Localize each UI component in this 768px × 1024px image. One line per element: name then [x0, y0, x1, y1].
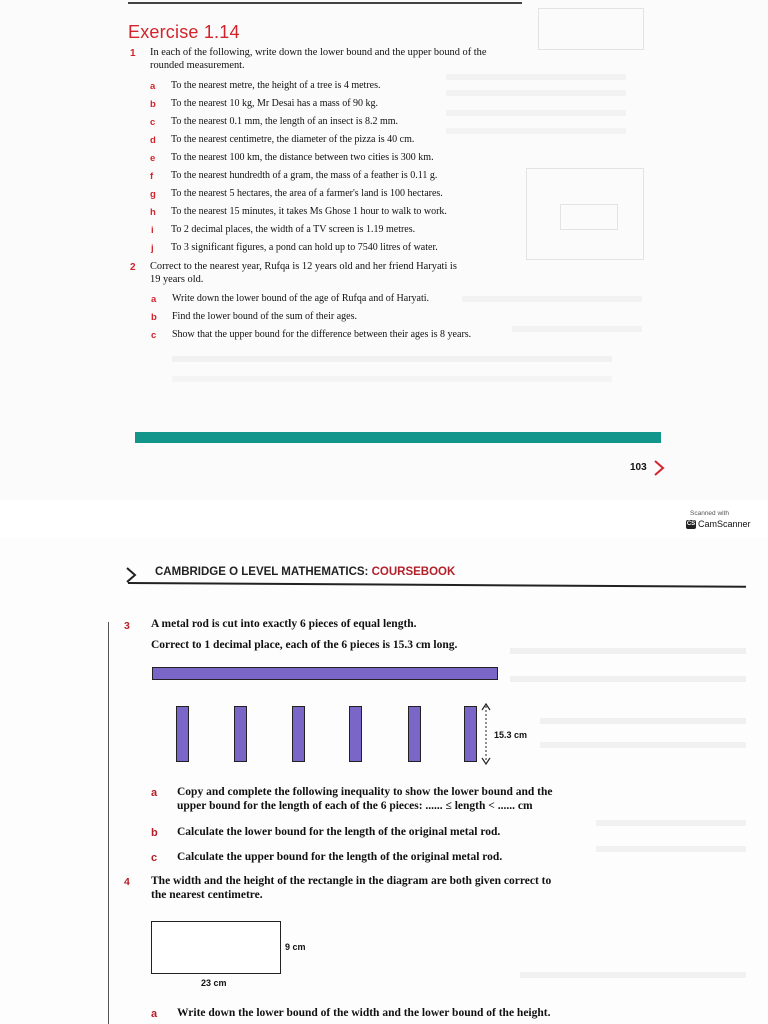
part-text: Show that the upper bound for the difference between their ages is 8 years.: [172, 329, 472, 340]
part-text: To the nearest hundredth of a gram, the mass of a feather is 0.11 g.: [171, 170, 438, 181]
bleed-through-line: [172, 376, 612, 382]
rod-piece: [176, 706, 189, 762]
part-letter: c: [151, 852, 158, 864]
question-number: 1: [130, 48, 136, 59]
question-text: [151, 874, 611, 902]
part-letter: a: [151, 1008, 158, 1020]
question-line: 19 years old.: [150, 273, 204, 285]
question-line: The width and the height of the rectangle in the diagram are both given correct to: [151, 875, 552, 887]
top-page: [0, 0, 768, 500]
bleed-through-line: [596, 846, 746, 852]
part-letter: a: [150, 81, 156, 92]
question-text: [151, 617, 571, 652]
part-text: To the nearest 0.1 mm, the length of an insect is 8.2 mm.: [171, 116, 399, 127]
part-letter: j: [151, 243, 154, 254]
part-text: To the nearest 5 hectares, the area of a farmer's land is 100 hectares.: [171, 188, 443, 199]
bleed-through-line: [172, 356, 612, 362]
part-text: To the nearest centimetre, the diameter of the pizza is 40 cm.: [171, 134, 415, 145]
bleed-through-line: [520, 972, 746, 978]
rod-piece: [464, 706, 477, 762]
bleed-through-line: [510, 676, 746, 682]
bleed-through-line: [540, 742, 746, 748]
rod-piece: [292, 706, 305, 762]
part-letter: i: [151, 225, 154, 236]
book-header-prefix: CAMBRIDGE O LEVEL MATHEMATICS:: [155, 566, 372, 578]
bleed-through-line: [596, 820, 746, 826]
part-letter: a: [151, 787, 158, 799]
watermark-caption: Scanned with: [690, 510, 730, 517]
bleed-through-line: [540, 718, 746, 724]
part-letter: a: [151, 294, 157, 305]
part-letter: c: [151, 330, 157, 341]
part-text: To 3 significant figures, a pond can hold up to 7540 litres of water.: [171, 242, 438, 253]
piece-length-label: 15.3 cm: [494, 730, 528, 740]
question-text: [150, 47, 530, 72]
part-text: [177, 785, 617, 813]
rectangle-diagram: [151, 921, 281, 974]
chevron-right-icon: [652, 459, 666, 477]
bleed-through-box: [560, 204, 618, 230]
part-line: Copy and complete the following inequality to show the lower bound and the: [177, 786, 553, 798]
camscanner-logo-icon: CS: [686, 521, 696, 527]
question-number: 2: [130, 262, 136, 273]
part-letter: b: [151, 827, 158, 839]
book-header-suffix: COURSEBOOK: [371, 566, 456, 578]
watermark-app-name: CamScanner: [698, 519, 751, 529]
question-number: 3: [124, 620, 130, 632]
bleed-through-box: [538, 8, 644, 50]
bleed-through-line: [446, 110, 626, 116]
width-label: 23 cm: [201, 978, 227, 988]
part-letter: h: [150, 207, 156, 218]
bleed-through-line: [446, 74, 626, 80]
part-letter: b: [151, 312, 157, 323]
part-text: Calculate the lower bound for the length of the original metal rod.: [177, 826, 501, 838]
part-text: To the nearest 10 kg, Mr Desai has a mass of 90 kg.: [171, 98, 379, 109]
metal-rod: [152, 667, 498, 680]
part-text: To the nearest metre, the height of a tree is 4 metres.: [171, 80, 381, 91]
part-letter: c: [150, 117, 156, 128]
part-text: Calculate the upper bound for the length of the original metal rod.: [177, 851, 503, 863]
question-line: rounded measurement.: [150, 59, 245, 71]
question-line: Correct to 1 decimal place, each of the 6 pieces is 15.3 cm long.: [151, 639, 458, 651]
top-rule: [128, 2, 522, 4]
exercise-title: Exercise 1.14: [128, 22, 240, 42]
page-number: 103: [630, 462, 647, 473]
question-line: Correct to the nearest year, Rufqa is 12 years old and her friend Haryati is: [150, 261, 457, 272]
rod-piece: [408, 706, 421, 762]
question-line: A metal rod is cut into exactly 6 pieces of equal length.: [151, 618, 417, 630]
question-line: the nearest centimetre.: [151, 889, 263, 901]
height-label: 9 cm: [285, 942, 306, 952]
footer-bar: [135, 432, 661, 443]
part-letter: g: [150, 189, 156, 200]
part-line: upper bound for the length of each of the 6 pieces: ...... ≤ length < ...... cm: [177, 800, 533, 812]
question-line: In each of the following, write down the lower bound and the upper bound of the: [150, 47, 487, 58]
book-header: [155, 566, 455, 578]
part-text: Write down the lower bound of the age of Rufqa and of Haryati.: [172, 293, 430, 304]
margin-line: [108, 622, 109, 1024]
bleed-through-line: [446, 128, 626, 134]
bottom-page: [0, 538, 768, 1024]
bleed-through-line: [512, 326, 642, 332]
bleed-through-line: [462, 296, 642, 302]
bleed-through-line: [446, 90, 626, 96]
part-letter: b: [150, 99, 156, 110]
part-text: To the nearest 100 km, the distance between two cities is 300 km.: [171, 152, 434, 163]
question-number: 4: [124, 876, 130, 888]
part-text: To the nearest 15 minutes, it takes Ms Ghose 1 hour to walk to work.: [171, 206, 447, 217]
part-text: Find the lower bound of the sum of their ages.: [172, 311, 357, 322]
part-text: To 2 decimal places, the width of a TV screen is 1.19 metres.: [171, 224, 416, 235]
bleed-through-line: [510, 648, 746, 654]
rod-piece: [234, 706, 247, 762]
rod-piece: [349, 706, 362, 762]
part-letter: f: [150, 171, 154, 182]
question-text: [150, 261, 530, 286]
part-letter: d: [150, 135, 156, 146]
part-text: Write down the lower bound of the width and the lower bound of the height.: [177, 1007, 551, 1019]
dimension-arrow: [479, 700, 493, 768]
part-letter: e: [150, 153, 156, 164]
